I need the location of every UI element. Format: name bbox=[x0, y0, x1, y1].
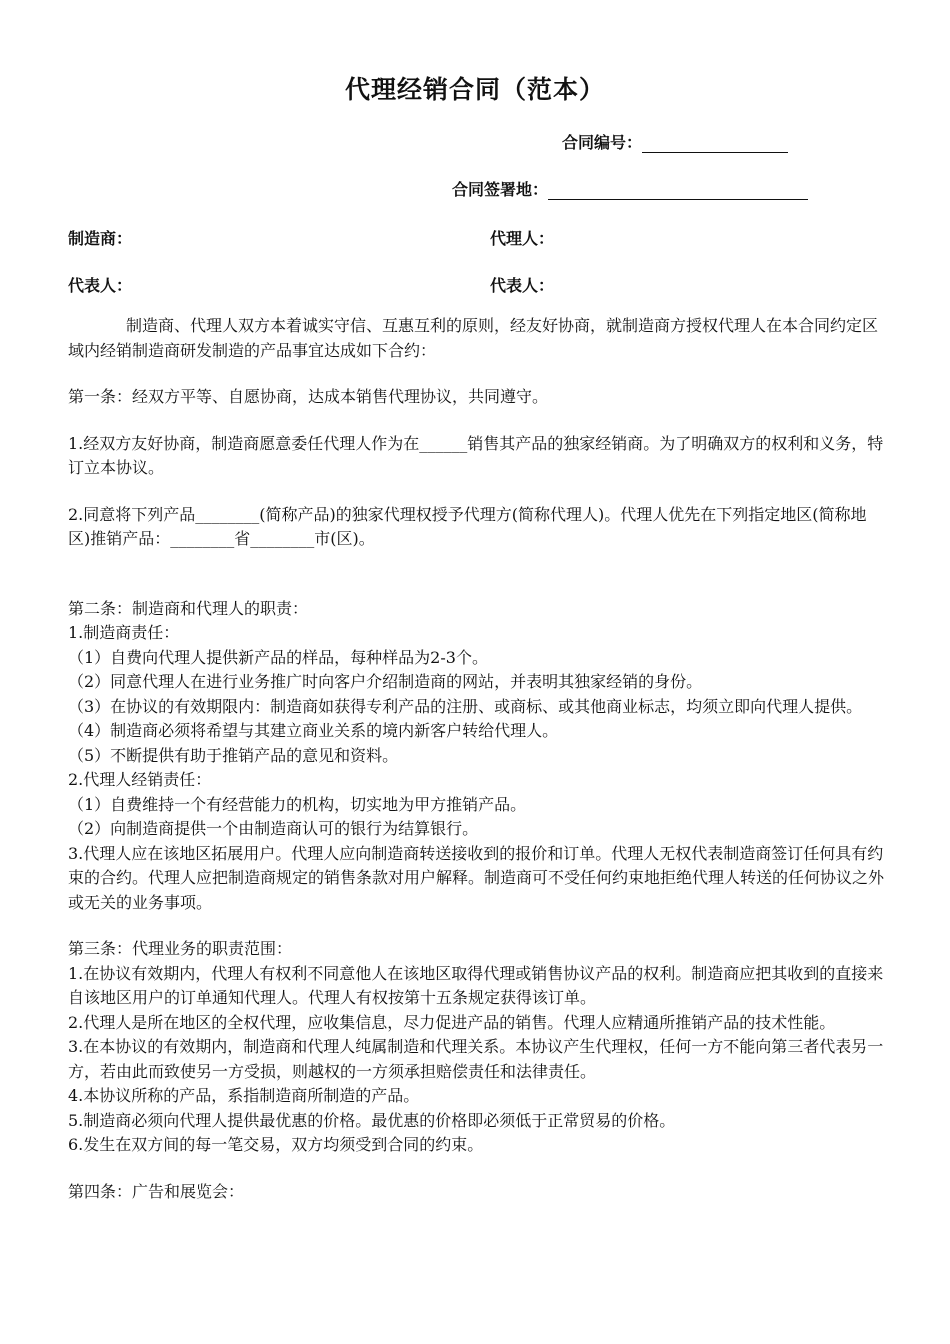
article-3-title: 第三条：代理业务的职责范围： bbox=[68, 939, 293, 958]
article-3-clause: 6.发生在双方间的每一笔交易，双方均须受到合同的约束。 bbox=[68, 1135, 484, 1154]
manufacturer-label: 制造商： bbox=[68, 229, 133, 248]
article-2-item: （2）向制造商提供一个由制造商认可的银行为结算银行。 bbox=[68, 819, 479, 838]
article-2-section-1: 1.制造商责任： bbox=[68, 623, 180, 642]
agent-representative-label: 代表人： bbox=[490, 276, 555, 295]
article-2-item: （2）同意代理人在进行业务推广时向客户介绍制造商的网站，并表明其独家经销的身份。 bbox=[68, 672, 703, 691]
manufacturer-representative-label: 代表人： bbox=[68, 276, 133, 295]
article-2-section-2: 2.代理人经销责任： bbox=[68, 770, 212, 789]
article-2-item: （4）制造商必须将希望与其建立商业关系的境内新客户转给代理人。 bbox=[68, 721, 559, 740]
agent-label: 代理人： bbox=[490, 229, 555, 248]
sign-place-field bbox=[452, 177, 808, 200]
article-1-clause-1: 1.经双方友好协商，制造商愿意委任代理人作为在______销售其产品的独家经销商。为了明确双方的权利和义务，特订立本协议。 bbox=[68, 433, 884, 477]
sign-place-label: 合同签署地： bbox=[452, 180, 549, 199]
article-2-title: 第二条：制造商和代理人的职责： bbox=[68, 598, 309, 618]
contract-number-field bbox=[562, 130, 788, 153]
article-3-clause: 2.代理人是所在地区的全权代理，应收集信息，尽力促进产品的销售。代理人应精通所推销产品的技术性能。 bbox=[68, 1012, 836, 1032]
article-3-clause: 1.在协议有效期内，代理人有权利不同意他人在该地区取得代理或销售协议产品的权利。制造商应把其收到的直接来自该地区用户的订单通知代理人。代理人有权按第十五条规定获得该订单。 bbox=[68, 963, 884, 1007]
article-1-clause-2: 2.同意将下列产品________(简称产品)的独家代理权授予代理方(简称代理人)。代理人优先在下列指定地区(简称地区)推销产品：________省________市(区)。 bbox=[68, 504, 867, 548]
article-2-section-3: 3.代理人应在该地区拓展用户。代理人应向制造商转送接收到的报价和订单。代理人无权代表制造商签订任何具有约束的合约。代理人应把制造商规定的销售条款对用户解释。制造商可不受任何约束地拒绝代理人转送的任何协议之外或无关的业务事项。 bbox=[68, 843, 885, 912]
sign-place-blank bbox=[548, 181, 808, 200]
contract-number-label: 合同编号： bbox=[562, 133, 643, 152]
intro-paragraph: 制造商、代理人双方本着诚实守信、互惠互利的原则，经友好协商，就制造商方授权代理人在本合同约定区域内经销制造商研发制造的产品事宜达成如下合约： bbox=[68, 316, 879, 360]
article-3-clause: 5.制造商必须向代理人提供最优惠的价格。最优惠的价格即必须低于正常贸易的价格。 bbox=[68, 1110, 676, 1130]
article-2-item: （5）不断提供有助于推销产品的意见和资料。 bbox=[68, 745, 399, 765]
contract-body bbox=[68, 314, 884, 1204]
document-title: 代理经销合同（范本） bbox=[344, 75, 605, 104]
article-2-item: （1）自费向代理人提供新产品的样品，每种样品为2-3个。 bbox=[68, 647, 488, 667]
article-3-clause: 3.在本协议的有效期内，制造商和代理人纯属制造和代理关系。本协议产生代理权，任何一方不能向第三者代表另一方，若由此而致使另一方受损，则越权的一方须承担赔偿责任和法律责任。 bbox=[68, 1037, 884, 1081]
article-3-clause: 4.本协议所称的产品，系指制造商所制造的产品。 bbox=[68, 1086, 420, 1105]
article-4-title: 第四条：广告和展览会： bbox=[68, 1181, 245, 1201]
contract-number-blank bbox=[642, 134, 788, 153]
article-2-item: （1）自费维持一个有经营能力的机构，切实地为甲方推销产品。 bbox=[68, 794, 527, 814]
article-2-item: （3）在协议的有效期限内：制造商如获得专利产品的注册、或商标、或其他商业标志，均须立即向代理人提供。 bbox=[68, 696, 863, 716]
article-1-title: 第一条：经双方平等、自愿协商，达成本销售代理协议，共同遵守。 bbox=[68, 387, 549, 406]
